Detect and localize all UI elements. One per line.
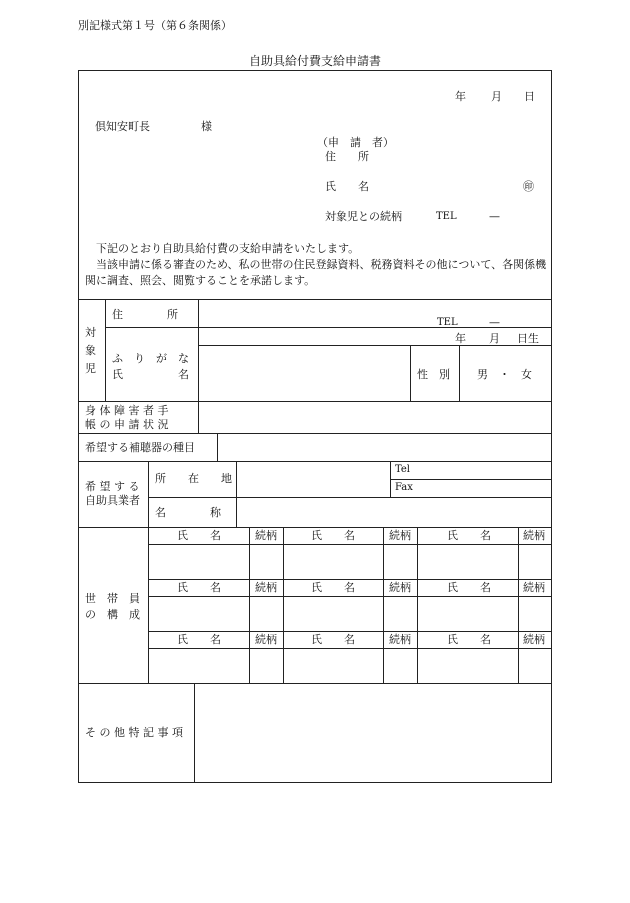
vendor-name-label: 名 称 [155,506,221,519]
vendor-label-2: 自助具業者 [85,494,140,507]
household-relation-header: 続柄 [255,529,277,542]
household-relation-header: 続柄 [389,633,411,646]
child-address-label: 住 所 [112,308,178,321]
household-relation-header: 続柄 [389,581,411,594]
household-name-header: 氏 名 [177,581,221,594]
furigana-label: ふ り が な [112,352,189,365]
date-month: 月 [491,90,502,103]
child-tel-label: TEL [437,317,458,328]
applicant-tel-label: TEL [436,211,457,222]
document-title: 自助具給付費支給申請書 [249,54,382,68]
child-name-label: 氏 名 [112,368,189,381]
household-relation-header: 続柄 [523,529,545,542]
household-name-header: 氏 名 [447,633,491,646]
birth-month: 月 [489,332,500,345]
date-year: 年 [455,90,466,103]
applicant-heading: （申 請 者） [317,136,394,149]
form-number: 別記様式第１号（第６条関係） [78,19,232,32]
target-child-label-2: 象 [85,344,96,357]
household-name-header: 氏 名 [311,529,355,542]
applicant-tel-dash: — [489,210,500,223]
target-child-label-1: 対 [85,326,96,339]
household-label-2: の 構 成 [85,608,140,621]
addressee: 倶知安町長 [95,120,150,133]
notebook-label-1: 身 体 障 害 者 手 [85,404,169,417]
household-relation-header: 続柄 [255,581,277,594]
household-relation-header: 続柄 [523,581,545,594]
applicant-name-label: 氏 名 [325,180,369,193]
household-relation-header: 続柄 [523,633,545,646]
sex-options: 男 ・ 女 [477,368,532,381]
target-child-label-3: 児 [85,362,96,375]
seal-mark: ㊞ [523,180,534,193]
household-name-header: 氏 名 [177,529,221,542]
vendor-fax-label: Fax [395,482,413,493]
household-relation-header: 続柄 [255,633,277,646]
household-label-1: 世 帯 員 [85,592,140,605]
divider [79,299,551,300]
date-day: 日 [524,90,535,103]
honorific: 様 [201,120,212,133]
applicant-address-label: 住 所 [325,150,369,163]
household-name-header: 氏 名 [447,581,491,594]
household-name-header: 氏 名 [311,581,355,594]
household-name-header: 氏 名 [447,529,491,542]
birth-day: 日生 [517,332,539,345]
application-form [78,70,552,783]
request-statement: 下記のとおり自助具給付費の支給申請をいたします。 当該申請に係る審査のため、私の世帯の住民登録資料、税務資料その他について、各関係機関に調査、照会、閲覧することを承諾します。 [85,242,547,287]
hearing-aid-label: 希望する補聴器の種目 [85,441,195,454]
notebook-label-2: 帳 の 申 請 状 況 [85,418,169,431]
birth-year: 年 [455,332,466,345]
sex-label: 性 別 [417,368,450,381]
vendor-tel-label: Tel [395,464,411,475]
vendor-label-1: 希 望 す る [85,480,140,493]
vendor-location-label: 所 在 地 [155,472,232,485]
relation-to-child-label: 対象児との続柄 [325,210,402,223]
child-tel-dash: — [489,316,500,329]
household-name-header: 氏 名 [177,633,221,646]
household-name-header: 氏 名 [311,633,355,646]
other-remarks-label: そ の 他 特 記 事 項 [85,726,183,739]
household-relation-header: 続柄 [389,529,411,542]
